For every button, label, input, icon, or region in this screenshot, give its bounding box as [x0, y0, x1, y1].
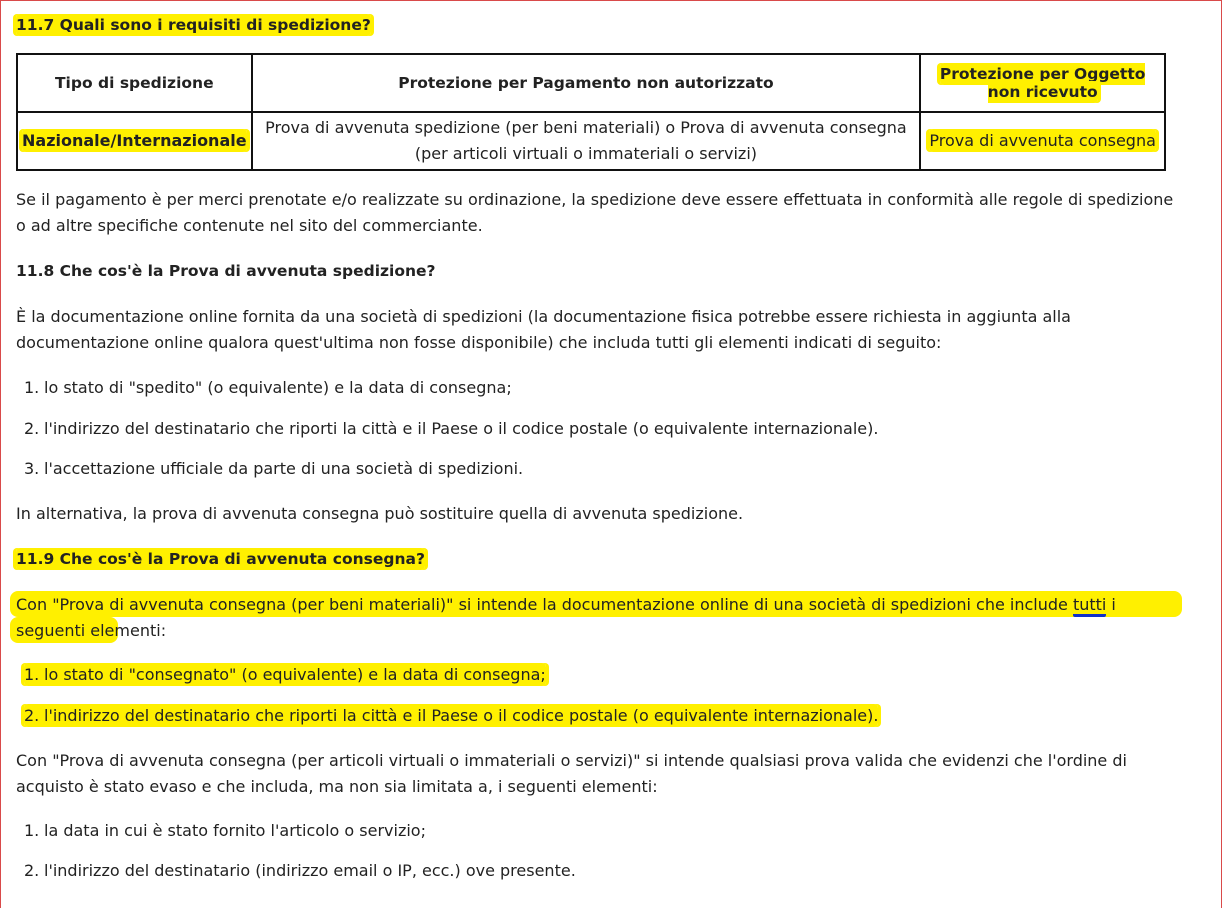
list-item: 1. lo stato di "spedito" (o equivalente) e la data di consegna; — [24, 378, 512, 397]
paragraph-custom-orders: Se il pagamento è per merci prenotate e/o realizzate su ordinazione, la spedizione deve essere effettuata in conformità alle regole di spedizione o ad altre specifiche contenute nel sito del commerciante. — [16, 190, 1174, 235]
paragraph-delivery-proof-physical: Con "Prova di avvenuta consegna (per beni materiali)" si intende la documentazione online di una società di spedizioni che include tutti i seguenti elementi: — [16, 595, 1116, 640]
heading-11-8: 11.8 Che cos'è la Prova di avvenuta spedizione? — [16, 262, 436, 280]
paragraph-delivery-proof-virtual: Con "Prova di avvenuta consegna (per articoli virtuali o immateriali o servizi)" si intende qualsiasi prova valida che evidenzi che l'ordine di acquisto è stato evaso e che includa, ma non sia limitata a, i seguenti elementi: — [16, 751, 1127, 796]
table-header-cell: Protezione per Pagamento non autorizzato — [252, 54, 921, 112]
list-item: 3. l'accettazione ufficiale da parte di una società di spedizioni. — [24, 459, 524, 478]
paragraph-shipment-proof-intro: È la documentazione online fornita da una società di spedizioni (la documentazione fisica potrebbe essere richiesta in aggiunta alla documentazione online qualora quest'ultima non fosse disponibile) che includa tutti gli elementi indicati di seguito: — [16, 307, 1071, 352]
paragraph-alternative: In alternativa, la prova di avvenuta consegna può sostituire quella di avvenuta spedizione. — [16, 504, 744, 523]
underlined-word: tutti — [1073, 595, 1106, 617]
heading-11-9: 11.9 Che cos'è la Prova di avvenuta consegna? — [16, 550, 425, 568]
list-item: 1. la data in cui è stato fornito l'articolo o servizio; — [24, 821, 426, 840]
list-item: 1. lo stato di "consegnato" (o equivalente) e la data di consegna; — [24, 665, 546, 684]
list-item: 2. l'indirizzo del destinatario che riporti la città e il Paese o il codice postale (o equivalente internazionale). — [24, 706, 879, 725]
shipping-requirements-table — [16, 53, 1166, 171]
table-row — [17, 112, 1165, 170]
table-header-cell: Tipo di spedizione — [17, 54, 252, 112]
table-header-cell: Protezione per Oggetto non ricevuto — [920, 54, 1165, 112]
list-item: 2. l'indirizzo del destinatario (indirizzo email o IP, ecc.) ove presente. — [24, 861, 576, 880]
table-header-row — [17, 54, 1165, 112]
list-item: 2. l'indirizzo del destinatario che riporti la città e il Paese o il codice postale (o equivalente internazionale). — [24, 419, 879, 438]
heading-11-7: 11.7 Quali sono i requisiti di spedizione? — [16, 16, 371, 34]
table-cell: Nazionale/Internazionale — [17, 112, 252, 170]
table-cell: Prova di avvenuta spedizione (per beni materiali) o Prova di avvenuta consegna (per articoli virtuali o immateriali o servizi) — [252, 112, 921, 170]
table-cell: Prova di avvenuta consegna — [920, 112, 1165, 170]
